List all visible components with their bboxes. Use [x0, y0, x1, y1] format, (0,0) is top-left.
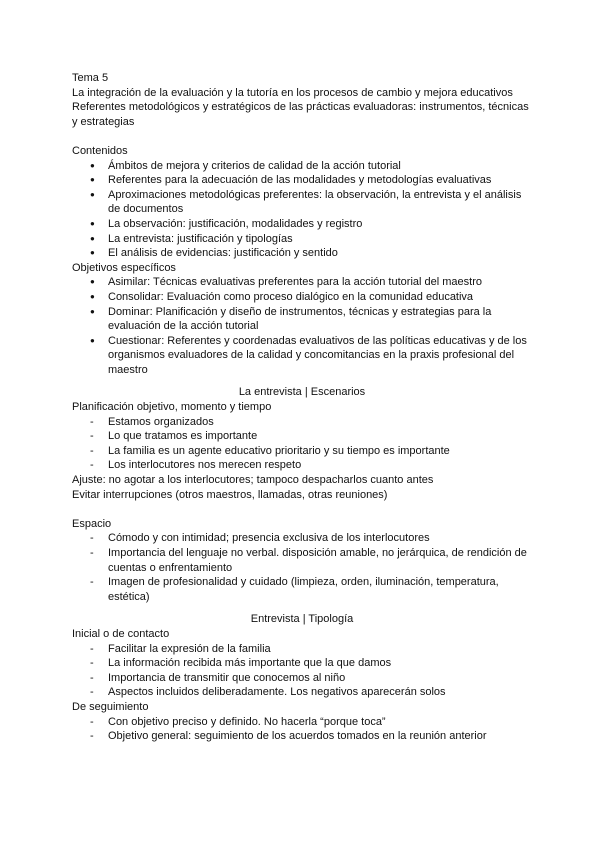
contenidos-heading: Contenidos — [72, 144, 128, 157]
list-item: ● El análisis de evidencias: justificación y sentido — [72, 246, 532, 261]
planificacion-list — [72, 415, 532, 473]
list-item: ● Referentes para la adecuación de las modalidades y metodologías evaluativas — [72, 173, 532, 188]
list-item: - Importancia de transmitir que conocemos al niño — [72, 671, 532, 686]
seguimiento-heading: De seguimiento — [72, 700, 149, 713]
ajuste-text: Ajuste: no agotar a los interlocutores; tampoco despacharlos cuanto antes — [72, 474, 434, 487]
list-item: - Importancia del lenguaje no verbal. disposición amable, no jerárquica, de rendición de cuentas o enfrentamiento — [72, 546, 532, 575]
espacio-heading: Espacio — [72, 517, 112, 530]
list-item: - La información recibida más importante que la que damos — [72, 656, 532, 671]
spacer — [72, 604, 532, 612]
escenarios-title: La entrevista | Escenarios — [238, 386, 366, 399]
list-item: ● La entrevista: justificación y tipologías — [72, 232, 532, 247]
tema-label: Tema 5 — [72, 72, 109, 84]
inicial-heading: Inicial o de contacto — [72, 627, 170, 640]
list-item: - Con objetivo preciso y definido. No hacerla “porque toca” — [72, 715, 532, 730]
seguimiento-list — [72, 715, 532, 744]
list-item: - La familia es un agente educativo prioritario y su tiempo es importante — [72, 444, 532, 459]
contenidos-list — [72, 159, 532, 261]
list-item: ● Aproximaciones metodológicas preferentes: la observación, la entrevista y el análisis de documentos — [72, 188, 532, 217]
document-title: La integración de la evaluación y la tutoría en los procesos de cambio y mejora educativos — [72, 86, 513, 99]
spacer — [72, 129, 532, 144]
objetivos-list — [72, 275, 532, 377]
list-item: - Los interlocutores nos merecen respeto — [72, 458, 532, 473]
list-item: ● Ámbitos de mejora y criterios de calidad de la acción tutorial — [72, 159, 532, 174]
planificacion-heading: Planificación objetivo, momento y tiempo — [72, 401, 272, 414]
objetivos-heading: Objetivos específicos — [72, 261, 176, 274]
list-item: - Estamos organizados — [72, 415, 532, 430]
list-item: ● Cuestionar: Referentes y coordenadas evaluativos de las políticas educativas y de los organismos evaluadores de la calidad y concomitancias en la praxis profesional del maestro — [72, 334, 532, 378]
list-item: - Imagen de profesionalidad y cuidado (limpieza, orden, iluminación, temperatura, estética) — [72, 575, 532, 604]
espacio-list — [72, 531, 532, 604]
evitar-text: Evitar interrupciones (otros maestros, llamadas, otras reuniones) — [72, 488, 388, 501]
list-item: ● Consolidar: Evaluación como proceso dialógico en la comunidad educativa — [72, 290, 532, 305]
inicial-list — [72, 642, 532, 700]
tipologia-title: Entrevista | Tipología — [250, 613, 354, 626]
list-item: ● La observación: justificación, modalidades y registro — [72, 217, 532, 232]
list-item: ● Dominar: Planificación y diseño de instrumentos, técnicas y estrategias para la evaluación de la acción tutorial — [72, 305, 532, 334]
document-subtitle: Referentes metodológicos y estratégicos de las prácticas evaluadoras: instrumentos, técnicas y estrategias — [72, 101, 529, 128]
list-item: - Facilitar la expresión de la familia — [72, 642, 532, 657]
spacer — [72, 502, 532, 517]
list-item: - Objetivo general: seguimiento de los acuerdos tomados en la reunión anterior — [72, 729, 532, 744]
list-item: - Lo que tratamos es importante — [72, 429, 532, 444]
list-item: - Cómodo y con intimidad; presencia exclusiva de los interlocutores — [72, 531, 532, 546]
list-item: ● Asimilar: Técnicas evaluativas preferentes para la acción tutorial del maestro — [72, 275, 532, 290]
spacer — [72, 377, 532, 385]
list-item: - Aspectos incluidos deliberadamente. Los negativos aparecerán solos — [72, 685, 532, 700]
document-content — [72, 71, 532, 744]
